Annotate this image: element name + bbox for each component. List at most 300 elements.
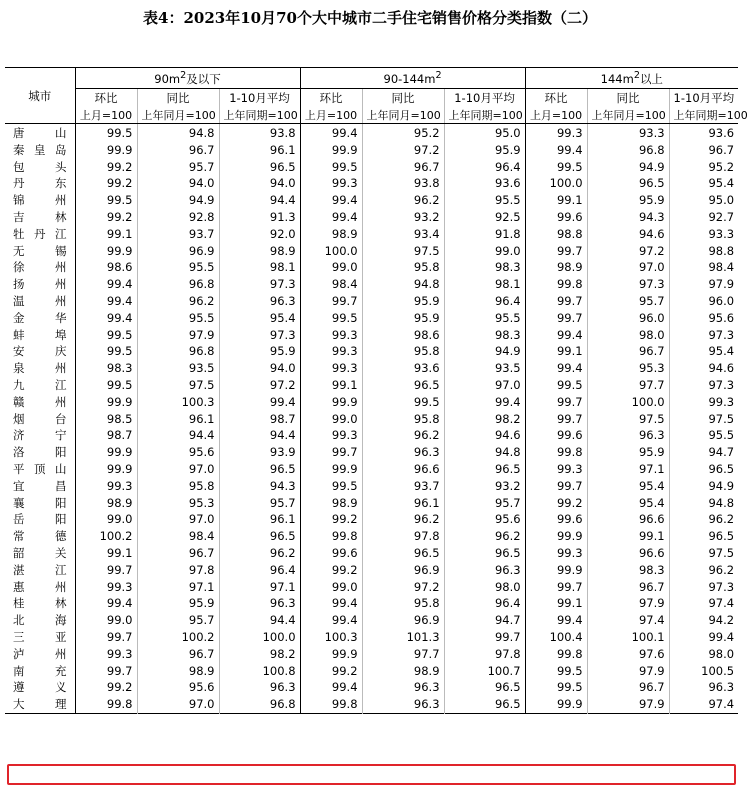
- city-cell: 锦州: [13, 193, 67, 208]
- value-cell: 96.3: [587, 427, 669, 444]
- value-cell: 95.9: [362, 310, 444, 327]
- value-cell: 95.6: [137, 679, 219, 696]
- column-header: 环比: [300, 89, 362, 108]
- value-cell: 95.3: [587, 360, 669, 377]
- city-cell: 洛阳: [13, 445, 67, 460]
- value-cell: 93.6: [362, 360, 444, 377]
- city-cell: 安庆: [13, 344, 67, 359]
- value-cell: 98.9: [525, 259, 587, 276]
- value-cell: 99.7: [525, 478, 587, 495]
- value-cell: 99.1: [525, 192, 587, 209]
- column-header: 1-10月平均: [444, 89, 525, 108]
- value-cell: 97.1: [137, 579, 219, 596]
- value-cell: 97.3: [219, 276, 300, 293]
- page-title: 表4：2023年10月70个大中城市二手住宅销售价格分类指数（二）: [143, 9, 597, 27]
- value-cell: 98.9: [362, 663, 444, 680]
- value-cell: 97.6: [587, 646, 669, 663]
- table-row: [5, 595, 738, 612]
- table-row: [5, 545, 738, 562]
- value-cell: 96.8: [587, 142, 669, 159]
- value-cell: 99.3: [525, 461, 587, 478]
- value-cell: 98.4: [137, 528, 219, 545]
- value-cell: 95.8: [362, 259, 444, 276]
- value-cell: 98.0: [669, 646, 738, 663]
- value-cell: 99.0: [444, 243, 525, 260]
- value-cell: 99.9: [525, 562, 587, 579]
- value-cell: 99.1: [525, 343, 587, 360]
- value-cell: 96.9: [362, 562, 444, 579]
- value-cell: 99.4: [300, 595, 362, 612]
- value-cell: 98.9: [137, 663, 219, 680]
- value-cell: 94.4: [137, 427, 219, 444]
- city-cell: 吉林: [13, 209, 67, 224]
- table-row: [5, 679, 738, 696]
- value-cell: 99.4: [75, 595, 137, 612]
- value-cell: 96.2: [669, 562, 738, 579]
- table-row: [5, 360, 738, 377]
- city-cell: 三亚: [13, 629, 67, 644]
- base-header: 上年同月=100: [587, 107, 669, 124]
- value-cell: 96.5: [444, 545, 525, 562]
- city-cell: 九江: [13, 377, 67, 392]
- value-cell: 97.0: [444, 377, 525, 394]
- value-cell: 97.5: [669, 411, 738, 428]
- value-cell: 96.4: [444, 159, 525, 176]
- city-cell: 丹东: [13, 176, 67, 191]
- value-cell: 94.8: [137, 124, 219, 142]
- city-cell: 韶关: [13, 545, 67, 560]
- value-cell: 98.3: [444, 327, 525, 344]
- value-cell: 94.7: [669, 444, 738, 461]
- value-cell: 99.4: [525, 612, 587, 629]
- value-cell: 94.2: [669, 612, 738, 629]
- value-cell: 97.5: [587, 411, 669, 428]
- value-cell: 97.7: [362, 646, 444, 663]
- value-cell: 95.2: [669, 159, 738, 176]
- value-cell: 99.8: [300, 528, 362, 545]
- value-cell: 99.5: [300, 159, 362, 176]
- value-cell: 99.0: [300, 411, 362, 428]
- city-cell: 牡丹江: [13, 226, 67, 241]
- column-header: 环比: [75, 89, 137, 108]
- base-header: 上年同期=100: [669, 107, 738, 124]
- value-cell: 97.1: [587, 461, 669, 478]
- value-cell: 99.2: [525, 495, 587, 512]
- city-cell: 温州: [13, 293, 67, 308]
- value-cell: 100.3: [300, 629, 362, 646]
- value-cell: 94.6: [444, 427, 525, 444]
- city-cell: 唐山: [13, 126, 67, 140]
- base-header: 上年同期=100: [219, 107, 300, 124]
- table-row: [5, 259, 738, 276]
- value-cell: 97.2: [219, 377, 300, 394]
- group-header-large: $144m^2$以上: [525, 68, 738, 89]
- value-cell: 97.2: [362, 579, 444, 596]
- value-cell: 99.2: [75, 159, 137, 176]
- value-cell: 94.4: [219, 427, 300, 444]
- value-cell: 98.7: [219, 411, 300, 428]
- value-cell: 99.7: [75, 629, 137, 646]
- value-cell: 99.5: [525, 377, 587, 394]
- table-row: [5, 175, 738, 192]
- value-cell: 99.5: [362, 394, 444, 411]
- value-cell: 99.9: [300, 461, 362, 478]
- value-cell: 96.7: [669, 142, 738, 159]
- value-cell: 95.6: [137, 444, 219, 461]
- value-cell: 96.1: [219, 511, 300, 528]
- table-row: [5, 209, 738, 226]
- value-cell: 101.3: [362, 629, 444, 646]
- value-cell: 99.5: [300, 478, 362, 495]
- value-cell: 99.4: [525, 142, 587, 159]
- value-cell: 94.9: [137, 192, 219, 209]
- column-header: 1-10月平均: [219, 89, 300, 108]
- value-cell: 94.3: [219, 478, 300, 495]
- value-cell: 100.2: [137, 629, 219, 646]
- table-row: [5, 226, 738, 243]
- value-cell: 94.8: [669, 495, 738, 512]
- value-cell: 98.9: [300, 495, 362, 512]
- value-cell: 98.2: [219, 646, 300, 663]
- value-cell: 99.9: [75, 444, 137, 461]
- column-header: 同比: [587, 89, 669, 108]
- table-row: [5, 444, 738, 461]
- value-cell: 95.4: [669, 175, 738, 192]
- city-cell: 宜昌: [13, 478, 67, 493]
- city-cell: 烟台: [13, 411, 67, 426]
- value-cell: 95.4: [219, 310, 300, 327]
- value-cell: 99.8: [300, 696, 362, 713]
- price-index-table: [5, 67, 748, 714]
- value-cell: 100.4: [525, 629, 587, 646]
- city-cell: 大理: [13, 697, 67, 712]
- value-cell: 95.9: [587, 444, 669, 461]
- value-cell: 97.2: [362, 142, 444, 159]
- value-cell: 99.9: [300, 394, 362, 411]
- value-cell: 99.7: [525, 293, 587, 310]
- value-cell: 99.0: [300, 259, 362, 276]
- value-cell: 99.9: [300, 646, 362, 663]
- value-cell: 95.5: [137, 259, 219, 276]
- table-row: [5, 629, 738, 646]
- value-cell: 97.5: [669, 545, 738, 562]
- value-cell: 95.9: [362, 293, 444, 310]
- value-cell: 95.8: [362, 411, 444, 428]
- value-cell: 100.2: [75, 528, 137, 545]
- value-cell: 99.3: [300, 360, 362, 377]
- highlight-box: [7, 764, 736, 785]
- city-cell: 平顶山: [13, 461, 67, 476]
- value-cell: 97.2: [587, 243, 669, 260]
- value-cell: 97.9: [587, 696, 669, 713]
- value-cell: 96.2: [219, 545, 300, 562]
- value-cell: 97.8: [137, 562, 219, 579]
- value-cell: 94.9: [444, 343, 525, 360]
- table-row: [5, 427, 738, 444]
- value-cell: 97.0: [137, 461, 219, 478]
- table-row: [5, 579, 738, 596]
- value-cell: 93.4: [362, 226, 444, 243]
- value-cell: 99.1: [300, 377, 362, 394]
- value-cell: 96.3: [219, 293, 300, 310]
- table-row: [5, 646, 738, 663]
- value-cell: 96.6: [587, 511, 669, 528]
- value-cell: 99.3: [75, 579, 137, 596]
- value-cell: 96.8: [137, 343, 219, 360]
- value-cell: 99.1: [75, 545, 137, 562]
- value-cell: 98.8: [669, 243, 738, 260]
- value-cell: 100.5: [669, 663, 738, 680]
- value-cell: 99.7: [300, 293, 362, 310]
- city-cell: 泉州: [13, 361, 67, 376]
- value-cell: 98.4: [669, 259, 738, 276]
- value-cell: 92.0: [219, 226, 300, 243]
- table-row: [5, 377, 738, 394]
- value-cell: 96.5: [362, 545, 444, 562]
- value-cell: 99.1: [75, 226, 137, 243]
- value-cell: 93.2: [362, 209, 444, 226]
- value-cell: 99.4: [525, 327, 587, 344]
- value-cell: 96.8: [219, 696, 300, 713]
- city-cell: 扬州: [13, 277, 67, 292]
- value-cell: 97.1: [219, 579, 300, 596]
- value-cell: 97.9: [137, 327, 219, 344]
- city-cell: 金华: [13, 310, 67, 325]
- table-row: [5, 293, 738, 310]
- base-header: 上年同月=100: [362, 107, 444, 124]
- city-header: 城市: [5, 68, 75, 124]
- value-cell: 100.3: [137, 394, 219, 411]
- value-cell: 99.3: [300, 427, 362, 444]
- value-cell: 99.5: [75, 343, 137, 360]
- value-cell: 96.5: [444, 679, 525, 696]
- value-cell: 96.5: [362, 377, 444, 394]
- value-cell: 99.7: [525, 310, 587, 327]
- value-cell: 97.4: [669, 595, 738, 612]
- value-cell: 95.3: [137, 495, 219, 512]
- value-cell: 95.7: [444, 495, 525, 512]
- value-cell: 99.2: [300, 511, 362, 528]
- value-cell: 96.2: [669, 511, 738, 528]
- value-cell: 97.7: [587, 377, 669, 394]
- value-cell: 97.0: [137, 696, 219, 713]
- value-cell: 96.2: [362, 511, 444, 528]
- value-cell: 97.0: [137, 511, 219, 528]
- value-cell: 97.9: [669, 276, 738, 293]
- value-cell: 99.8: [525, 444, 587, 461]
- base-header: 上月=100: [525, 107, 587, 124]
- value-cell: 99.4: [75, 293, 137, 310]
- value-cell: 99.6: [525, 209, 587, 226]
- value-cell: 96.3: [444, 562, 525, 579]
- value-cell: 95.5: [444, 192, 525, 209]
- value-cell: 99.8: [525, 646, 587, 663]
- city-cell: 无锡: [13, 243, 67, 258]
- city-cell: 常德: [13, 529, 67, 544]
- value-cell: 95.9: [137, 595, 219, 612]
- city-cell: 岳阳: [13, 512, 67, 527]
- value-cell: 93.7: [137, 226, 219, 243]
- value-cell: 94.7: [444, 612, 525, 629]
- value-cell: 96.5: [219, 528, 300, 545]
- value-cell: 95.0: [444, 124, 525, 142]
- value-cell: 99.3: [669, 394, 738, 411]
- table-row: [5, 411, 738, 428]
- value-cell: 99.9: [75, 142, 137, 159]
- value-cell: 96.5: [219, 461, 300, 478]
- value-cell: 99.6: [525, 427, 587, 444]
- table-row: [5, 511, 738, 528]
- table-row: [5, 696, 738, 713]
- value-cell: 93.6: [444, 175, 525, 192]
- city-cell: 襄阳: [13, 495, 67, 510]
- value-cell: 95.6: [444, 511, 525, 528]
- value-cell: 95.5: [137, 310, 219, 327]
- value-cell: 96.7: [137, 545, 219, 562]
- value-cell: 99.2: [300, 562, 362, 579]
- value-cell: 96.0: [669, 293, 738, 310]
- value-cell: 96.7: [137, 142, 219, 159]
- value-cell: 99.4: [219, 394, 300, 411]
- value-cell: 99.7: [525, 243, 587, 260]
- table-row: [5, 461, 738, 478]
- value-cell: 94.0: [219, 360, 300, 377]
- value-cell: 99.4: [525, 360, 587, 377]
- value-cell: 95.5: [669, 427, 738, 444]
- value-cell: 96.2: [137, 293, 219, 310]
- value-cell: 96.5: [444, 696, 525, 713]
- value-cell: 99.8: [75, 696, 137, 713]
- value-cell: 98.9: [75, 495, 137, 512]
- value-cell: 95.8: [362, 343, 444, 360]
- base-header: 上年同期=100: [444, 107, 525, 124]
- table-row: [5, 159, 738, 176]
- table-row: [5, 343, 738, 360]
- value-cell: 94.9: [669, 478, 738, 495]
- value-cell: 95.7: [137, 159, 219, 176]
- value-cell: 94.0: [219, 175, 300, 192]
- value-cell: 96.1: [362, 495, 444, 512]
- value-cell: 97.8: [362, 528, 444, 545]
- table-row: [5, 192, 738, 209]
- value-cell: 99.2: [75, 175, 137, 192]
- value-cell: 98.6: [75, 259, 137, 276]
- value-cell: 100.0: [587, 394, 669, 411]
- value-cell: 97.9: [587, 595, 669, 612]
- value-cell: 97.9: [587, 663, 669, 680]
- value-cell: 99.4: [669, 629, 738, 646]
- value-cell: 99.0: [75, 511, 137, 528]
- value-cell: 93.3: [669, 226, 738, 243]
- value-cell: 92.7: [669, 209, 738, 226]
- group-header-small: $90m^2$及以下: [75, 68, 300, 89]
- value-cell: 99.1: [525, 595, 587, 612]
- value-cell: 96.7: [587, 579, 669, 596]
- value-cell: 92.5: [444, 209, 525, 226]
- city-cell: 蚌埠: [13, 327, 67, 342]
- city-cell: 泸州: [13, 646, 67, 661]
- value-cell: 95.6: [669, 310, 738, 327]
- value-cell: 99.0: [75, 612, 137, 629]
- value-cell: 99.7: [75, 562, 137, 579]
- value-cell: 94.6: [669, 360, 738, 377]
- value-cell: 99.3: [300, 343, 362, 360]
- value-cell: 97.4: [669, 696, 738, 713]
- value-cell: 96.5: [219, 159, 300, 176]
- value-cell: 97.3: [669, 579, 738, 596]
- value-cell: 98.0: [587, 327, 669, 344]
- table-row: [5, 142, 738, 159]
- table-row: [5, 276, 738, 293]
- value-cell: 99.7: [525, 411, 587, 428]
- value-cell: 93.7: [362, 478, 444, 495]
- table-row: [5, 562, 738, 579]
- value-cell: 94.8: [444, 444, 525, 461]
- city-cell: 赣州: [13, 394, 67, 409]
- value-cell: 99.3: [300, 327, 362, 344]
- value-cell: 99.3: [525, 545, 587, 562]
- value-cell: 96.7: [362, 159, 444, 176]
- value-cell: 99.9: [75, 461, 137, 478]
- value-cell: 99.9: [75, 394, 137, 411]
- value-cell: 95.9: [587, 192, 669, 209]
- value-cell: 99.5: [75, 327, 137, 344]
- value-cell: 97.5: [362, 243, 444, 260]
- value-cell: 99.5: [525, 679, 587, 696]
- value-cell: 96.2: [362, 427, 444, 444]
- value-cell: 98.6: [362, 327, 444, 344]
- value-cell: 99.7: [75, 663, 137, 680]
- value-cell: 99.4: [75, 310, 137, 327]
- value-cell: 94.4: [219, 192, 300, 209]
- value-cell: 99.4: [75, 276, 137, 293]
- value-cell: 99.5: [75, 124, 137, 142]
- value-cell: 98.2: [444, 411, 525, 428]
- value-cell: 98.9: [300, 226, 362, 243]
- value-cell: 100.7: [444, 663, 525, 680]
- value-cell: 99.4: [300, 192, 362, 209]
- city-cell: 桂林: [13, 596, 67, 611]
- value-cell: 99.5: [300, 310, 362, 327]
- column-header: 同比: [137, 89, 219, 108]
- value-cell: 96.2: [362, 192, 444, 209]
- value-cell: 92.8: [137, 209, 219, 226]
- value-cell: 99.3: [300, 175, 362, 192]
- value-cell: 99.7: [525, 579, 587, 596]
- value-cell: 95.5: [444, 310, 525, 327]
- value-cell: 97.3: [587, 276, 669, 293]
- value-cell: 97.4: [587, 612, 669, 629]
- table-row: [5, 394, 738, 411]
- value-cell: 100.1: [587, 629, 669, 646]
- value-cell: 96.3: [219, 679, 300, 696]
- table-row: [5, 327, 738, 344]
- value-cell: 97.3: [669, 377, 738, 394]
- value-cell: 99.3: [75, 478, 137, 495]
- value-cell: 93.2: [444, 478, 525, 495]
- table-row: [5, 478, 738, 495]
- value-cell: 95.4: [587, 495, 669, 512]
- value-cell: 96.5: [444, 461, 525, 478]
- value-cell: 98.0: [444, 579, 525, 596]
- city-cell: 北海: [13, 613, 67, 628]
- value-cell: 91.8: [444, 226, 525, 243]
- value-cell: 96.1: [137, 411, 219, 428]
- value-cell: 91.3: [219, 209, 300, 226]
- value-cell: 99.9: [300, 142, 362, 159]
- value-cell: 96.6: [362, 461, 444, 478]
- value-cell: 99.0: [300, 579, 362, 596]
